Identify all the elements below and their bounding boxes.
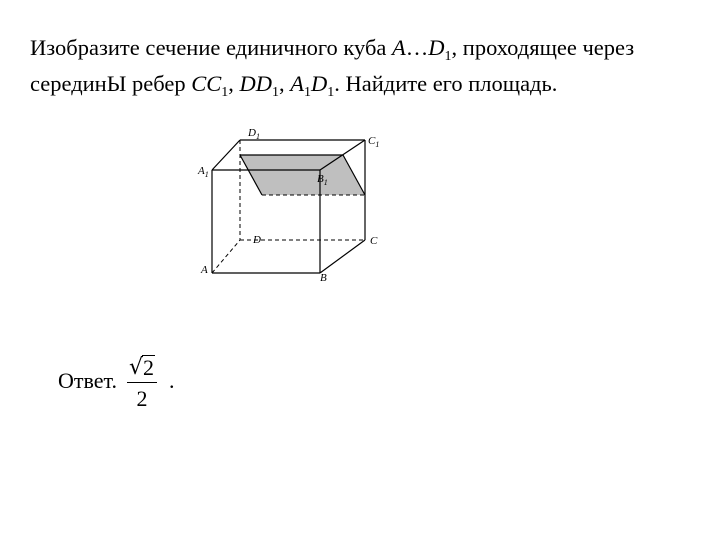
fraction-denominator: 2 xyxy=(136,385,148,411)
problem-statement xyxy=(30,30,700,102)
problem-text-2: , проходящее через серединЫ ребер xyxy=(30,35,635,96)
cube-figure xyxy=(190,118,400,288)
fraction-numerator xyxy=(129,350,155,380)
separator: , xyxy=(278,71,291,96)
label-d: D xyxy=(253,234,261,246)
radicand: 2 xyxy=(143,354,155,380)
label-b: B xyxy=(320,272,327,284)
vertex-a1: A xyxy=(290,71,304,96)
answer xyxy=(58,346,175,416)
label-c: C xyxy=(370,235,378,247)
sqrt-icon: √ xyxy=(128,354,144,380)
subscript: 1 xyxy=(444,49,452,64)
answer-period: . xyxy=(169,368,175,393)
separator: , xyxy=(228,71,240,96)
vertex-a: A xyxy=(392,35,406,60)
vertex-d1: D xyxy=(310,71,328,96)
label-b1: $B_1$ xyxy=(317,173,328,187)
fraction-bar xyxy=(127,382,157,383)
edge-cc: CC xyxy=(191,71,222,96)
label-a1: $A_1$ xyxy=(198,165,209,179)
subscript: 1 xyxy=(271,85,279,100)
subscript: 1 xyxy=(303,85,311,100)
label-d1: $D_1$ xyxy=(248,127,260,141)
vertex-labels xyxy=(197,127,379,284)
subscript: 1 xyxy=(327,85,335,100)
vertex-d: D xyxy=(428,35,445,60)
subscript: 1 xyxy=(221,85,229,100)
label-c1: $C_1$ xyxy=(368,135,380,149)
answer-label: Ответ. xyxy=(58,368,117,393)
ellipsis: … xyxy=(405,35,429,60)
edge-dd: DD xyxy=(239,71,272,96)
problem-text-1: Изобразите сечение единичного куба xyxy=(30,35,393,60)
answer-fraction xyxy=(127,350,157,413)
label-a: A xyxy=(201,264,208,276)
problem-text-3: . Найдите его площадь. xyxy=(334,71,558,96)
